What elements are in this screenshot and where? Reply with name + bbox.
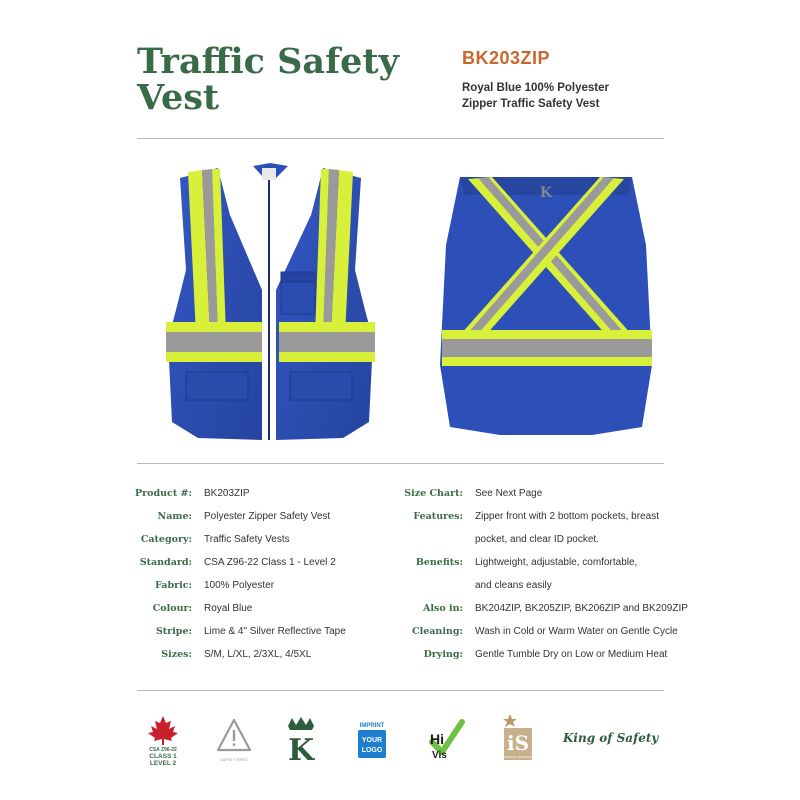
spec-value: Lightweight, adjustable, comfortable, — [475, 557, 638, 568]
k-letter: K — [287, 733, 315, 762]
spec-value: S/M, L/XL, 2/3XL, 4/5XL — [204, 649, 312, 660]
product-code: BK203ZIP — [462, 48, 551, 68]
spec-value: Traffic Safety Vests — [204, 534, 290, 545]
spec-label: Category: — [140, 534, 192, 545]
hivis-hi: Hi — [430, 731, 444, 747]
spec-label: Name: — [157, 511, 192, 522]
hivis-vis: Vis — [432, 750, 447, 761]
imprint-top: IMPRINT — [359, 723, 385, 729]
spec-value: Lime & 4" Silver Reflective Tape — [204, 626, 346, 637]
maple-leaf-icon — [140, 714, 186, 766]
spec-label: Standard: — [139, 557, 192, 568]
king-of-safety-brand: King of Safety — [563, 731, 659, 745]
safety-first-label: SAFETY FIRST — [219, 757, 249, 762]
spec-value: pocket, and clear ID pocket. — [475, 534, 599, 545]
spec-value: Gentle Tumble Dry on Low or Medium Heat — [475, 649, 668, 660]
subtitle-line-2: Zipper Traffic Safety Vest — [462, 98, 600, 110]
spec-value: Wash in Cold or Warm Water on Gentle Cycle — [475, 626, 678, 637]
spec-label: Drying: — [423, 649, 463, 660]
spec-label: Fabric: — [155, 580, 192, 591]
spec-label: Cleaning: — [412, 626, 463, 637]
csa-line-1: CSA Z96-22 — [149, 747, 177, 753]
subtitle-line-1: Royal Blue 100% Polyester — [462, 82, 610, 94]
page-title: Traffic Safety Vest — [137, 41, 399, 118]
crown-k-icon — [284, 716, 318, 762]
spec-label: Stripe: — [155, 626, 192, 637]
back-vest-image — [432, 165, 660, 440]
spec-label: Product #: — [135, 488, 192, 499]
spec-value: BK203ZIP — [204, 488, 250, 499]
product-subtitle — [462, 80, 662, 112]
spec-label: Size Chart: — [404, 488, 463, 499]
spec-label: Colour: — [152, 603, 192, 614]
svg-text:K: K — [539, 185, 553, 201]
warning-triangle-icon — [214, 716, 254, 764]
is-caption: INDUSTRY STANDARD — [501, 755, 535, 759]
divider-top — [137, 138, 664, 139]
spec-label: Benefits: — [415, 557, 463, 568]
spec-value: See Next Page — [475, 488, 543, 499]
is-letters: iS — [506, 731, 530, 755]
spec-value: Zipper front with 2 bottom pockets, breast — [475, 511, 659, 522]
spec-label: Sizes: — [161, 649, 192, 660]
hivis-check-icon — [424, 716, 466, 762]
spec-label: Features: — [413, 511, 463, 522]
front-vest-image — [158, 160, 383, 445]
spec-value: Polyester Zipper Safety Vest — [204, 511, 331, 522]
spec-label: Also in: — [423, 603, 463, 614]
spec-value: BK204ZIP, BK205ZIP, BK206ZIP and BK209ZIP — [475, 603, 688, 614]
imprint-icon — [354, 720, 390, 760]
csa-line-2: CLASS 1 — [149, 753, 177, 760]
spec-value: 100% Polyester — [204, 580, 275, 591]
spec-value: Royal Blue — [204, 603, 253, 614]
spec-value: CSA Z96-22 Class 1 - Level 2 — [204, 557, 336, 568]
spec-value: and cleans easily — [475, 580, 552, 591]
industry-standard-icon — [500, 712, 536, 764]
divider-bottom — [137, 690, 664, 691]
csa-line-3: LEVEL 2 — [149, 760, 177, 766]
imprint-logo: LOGO — [361, 747, 383, 754]
divider-middle — [137, 463, 664, 464]
imprint-your: YOUR — [361, 737, 383, 744]
